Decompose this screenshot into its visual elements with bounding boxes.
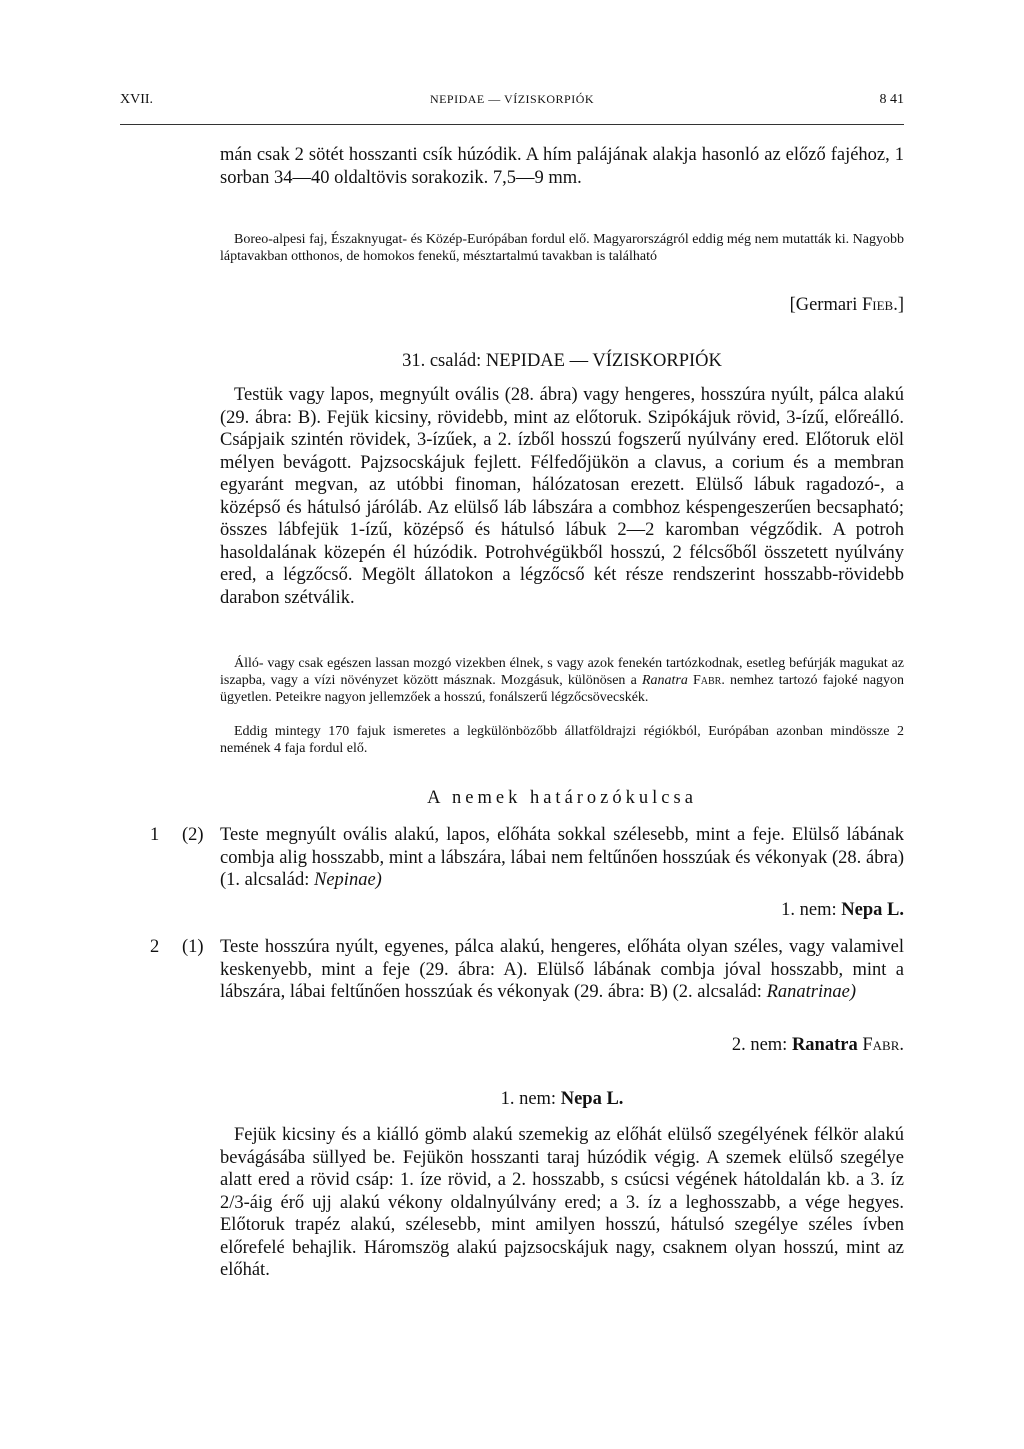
species-author: Fieb.]	[861, 295, 904, 315]
intro-paragraph: mán csak 2 sötét hosszanti csík húzódik. A hím palájának alakja hasonló az előző fajéhoz, 1 sorban 34—40 oldaltövis sorakozik. 7,5—9 mm.	[220, 145, 904, 188]
key-heading: A nemek határozókulcsa	[427, 788, 697, 808]
genus-description: Fejük kicsiny és a kiálló gömb alakú szemekig az előhát elülső szegélyének félkör alakú bevágásába süllyed be. Fejükön hosszanti taraj húzódik végig. A szemek elülső szegélye alatt ered a rövid csáp: 1. íze rövid, a 2. hosszabb, s csúcsi végének hátoldalán kb. a 3. íz 2/3-áig érő ujj alakú vékony oldalnyúlvány ered; a 3. íz a leghosszabb, a vége hegyes. Előtoruk trapéz alakú, szélesebb, mint amilyen hosszú, hátulsó szegélye széles ívben előrefelé behajlik. Háromszög alakú pajzsocskájuk nagy, csaknem olyan hosszú, mint az előhát.	[220, 1125, 904, 1280]
genus-heading: 1. nem: Nepa L.	[500, 1089, 624, 1109]
species-citation	[220, 294, 904, 317]
key-result-1: 1. nem: Nepa L.	[781, 900, 904, 920]
key-number: 1	[150, 825, 160, 845]
family-heading: 31. család: NEPIDAE — VÍZISKORPIÓK	[402, 351, 722, 371]
biology-note: Álló- vagy csak egészen lassan mozgó vizekben élnek, s vagy azok fenekén tartózkodnak, esetleg befúrják magukat az iszapba, vagy a vízi növényzet között másznak. Mozgásuk, különösen a Ranatra Fabr. nemhez tartozó fajoké nagyon ügyetlen. Peteikre nagyon jellemzőek a hosszú, fonálszerű légzőcsövecskék.	[220, 656, 905, 705]
subfamily-name: Ranatrinae)	[766, 982, 856, 1002]
distribution-note: Boreo-alpesi faj, Északnyugat- és Közép-Európában fordul elő. Magyarországról eddig még nem mutatták ki. Nagyobb láptavakban otthonos, de homokos fenekű, mésztartalmú tavakban is található	[220, 232, 904, 264]
subfamily-name: Nepinae)	[314, 870, 382, 890]
genus-name: Ranatra	[791, 1035, 858, 1055]
running-title: NEPIDAE — VÍZISKORPIÓK	[429, 92, 595, 106]
key-number: 2	[150, 937, 160, 957]
header-rule	[120, 124, 904, 125]
family-description: Testük vagy lapos, megnyúlt ovális (28. ábra) vagy hengeres, hosszúra nyúlt, pálca alakú (29. ábra: B). Fejük kicsiny, rövidebb, mint az előtoruk. Szipókájuk rövid, 3-ízű, előreálló. Csápjaik szintén rövidek, 3-ízűek, a 2. ízből hosszú fogszerű nyúlvány ered. Előtoruk elöl mélyen bevágott. Pajzsocskájuk fejlett. Félfedőjükön a clavus, a corium és a membran egyaránt megvan, az utóbbi finoman, hálózatosan erezett. Elülső lábuk ragadozó-, a középső és hátulsó járóláb. Az elülső láb lábszára a combhoz késpengeszerűen becsapható; összes lábfejük 1-ízű, középső és hátulsó lábuk 2—2 karomban végződik. A potroh hasoldalának közepén él húzódik. Potrohvégükből hosszú, 2 félcsőből összetett nyúlvány ered, a légzőcső. Megölt állatokon a légzőcső két része rendszerint hosszabb-rövidebb darabon szétválik.	[220, 385, 904, 608]
key-result-2: 2. nem: Ranatra Fabr.	[731, 1035, 904, 1055]
page-number: 8 41	[879, 92, 904, 107]
fraction: 2/3	[220, 1192, 244, 1213]
genus-author: Fabr.	[862, 1035, 904, 1055]
species-name: [Germari	[789, 295, 858, 315]
key-text: Teste hosszúra nyúlt, egyenes, pálca alakú, hengeres, előháta olyan széles, vagy valamivel keskenyebb, mint a feje (29. ábra: A). Elülső lábának combja jóval hosszabb, mint a lábszára, lábai feltűnően hosszúak és vékonyak (29. ábra: B) (2. alcsalád: Ranatrinae)	[220, 937, 904, 1002]
key-reference: (1)	[182, 937, 204, 957]
chapter-number: XVII.	[120, 92, 154, 107]
genus-name: Nepa L.	[841, 900, 904, 920]
species-count-note: Eddig mintegy 170 fajuk ismeretes a legkülönbözőbb állatföldrajzi régiókból, Európában azonban mindössze 2 nemének 4 faja fordul elő.	[220, 724, 904, 756]
key-reference: (2)	[182, 825, 204, 845]
genus-heading-name: Nepa L.	[560, 1089, 624, 1109]
running-header	[120, 92, 904, 114]
key-text: Teste megnyúlt ovális alakú, lapos, előháta sokkal szélesebb, mint a feje. Elülső lábának combja alig hosszabb, mint a lábszára, lábai nem feltűnően hosszúak és vékonyak (28. ábra) (1. alcsalád: Nepinae)	[220, 825, 904, 890]
genus-ranatra: Ranatra	[641, 672, 688, 688]
